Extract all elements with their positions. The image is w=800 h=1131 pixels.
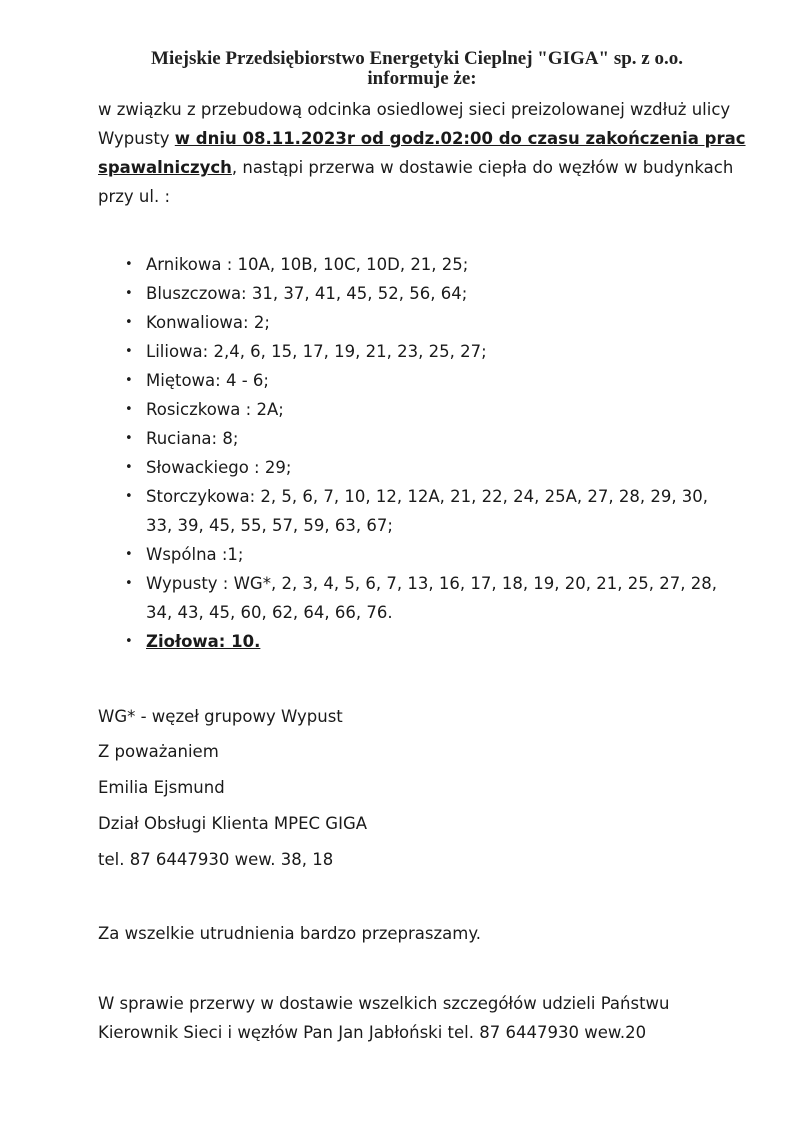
contact-line-1: W sprawie przerwy w dostawie wszelkich szczegółów udzieli Państwu [98, 994, 670, 1013]
bullet-icon: • [125, 344, 133, 359]
bullet-icon: • [125, 257, 133, 272]
street-entry: Rosiczkowa : 2A; [146, 400, 284, 419]
bullet-icon: • [125, 315, 133, 330]
apology-text: Za wszelkie utrudnienia bardzo przepraszamy. [98, 924, 482, 943]
company-name-heading: Miejskie Przedsiębiorstwo Energetyki Cieplnej "GIGA" sp. z o.o. [151, 48, 683, 69]
list-item [98, 250, 738, 279]
regards-text: Z poważaniem [98, 742, 219, 761]
list-item [98, 453, 738, 482]
list-item [98, 482, 738, 540]
list-item [98, 366, 738, 395]
bullet-icon: • [125, 547, 133, 562]
wg-note: WG* - węzeł grupowy Wypust [98, 707, 343, 726]
list-item [98, 424, 738, 453]
street-entry: Arnikowa : 10A, 10B, 10C, 10D, 21, 25; [146, 255, 469, 274]
bullet-icon: • [125, 634, 133, 649]
department-text: Dział Obsługi Klienta MPEC GIGA [98, 814, 368, 833]
intro-line-4: przy ul. : [98, 187, 171, 206]
intro-line-2 [98, 124, 758, 153]
bullet-icon: • [125, 431, 133, 446]
street-entry: Bluszczowa: 31, 37, 41, 45, 52, 56, 64; [146, 284, 468, 303]
bullet-icon: • [125, 402, 133, 417]
list-item [98, 308, 738, 337]
street-list [98, 250, 738, 656]
street-entry: Ruciana: 8; [146, 429, 239, 448]
list-item [98, 337, 738, 366]
list-item [98, 569, 738, 627]
list-item [98, 279, 738, 308]
phone-text: tel. 87 6447930 wew. 38, 18 [98, 850, 334, 869]
signatory-name: Emilia Ejsmund [98, 778, 225, 797]
bullet-icon: • [125, 576, 133, 591]
street-entry: Konwaliowa: 2; [146, 313, 270, 332]
street-entry: Wspólna :1; [146, 545, 244, 564]
intro-street-text: Wypusty [98, 129, 175, 148]
street-entry: Storczykowa: 2, 5, 6, 7, 10, 12, 12A, 21, 22, 24, 25A, 27, 28, 29, 30, 33, 39, 45, 55, 57, 59, 63, 67; [146, 487, 709, 535]
street-entry: Miętowa: 4 - 6; [146, 371, 269, 390]
list-item [98, 540, 738, 569]
street-entry: Wypusty : WG*, 2, 3, 4, 5, 6, 7, 13, 16, 17, 18, 19, 20, 21, 25, 27, 28, 34, 43, 45, 60, 62, 64, 66, 76. [146, 574, 717, 622]
intro-line-1: w związku z przebudową odcinka osiedlowej sieci preizolowanej wzdłuż ulicy [98, 100, 731, 119]
bullet-icon: • [125, 460, 133, 475]
street-entry: Liliowa: 2,4, 6, 15, 17, 19, 21, 23, 25, 27; [146, 342, 487, 361]
list-item [98, 627, 738, 656]
intro-outage-text: , nastąpi przerwa w dostawie ciepła do węzłów w budynkach [231, 158, 734, 177]
bullet-icon: • [125, 373, 133, 388]
list-item [98, 395, 738, 424]
intro-paragraph [98, 95, 758, 211]
welding-text: spawalniczych [98, 158, 232, 177]
contact-line-2: Kierownik Sieci i węzłów Pan Jan Jabłoński tel. 87 6447930 wew.20 [98, 1023, 647, 1042]
intro-line-3 [98, 153, 758, 182]
bullet-icon: • [125, 489, 133, 504]
street-entry: Ziołowa: 10. [146, 632, 261, 651]
informs-heading: informuje że: [367, 68, 477, 89]
street-entry: Słowackiego : 29; [146, 458, 292, 477]
bullet-icon: • [125, 286, 133, 301]
outage-date-text: w dniu 08.11.2023r od godz.02:00 do czasu zakończenia prac [174, 129, 746, 148]
